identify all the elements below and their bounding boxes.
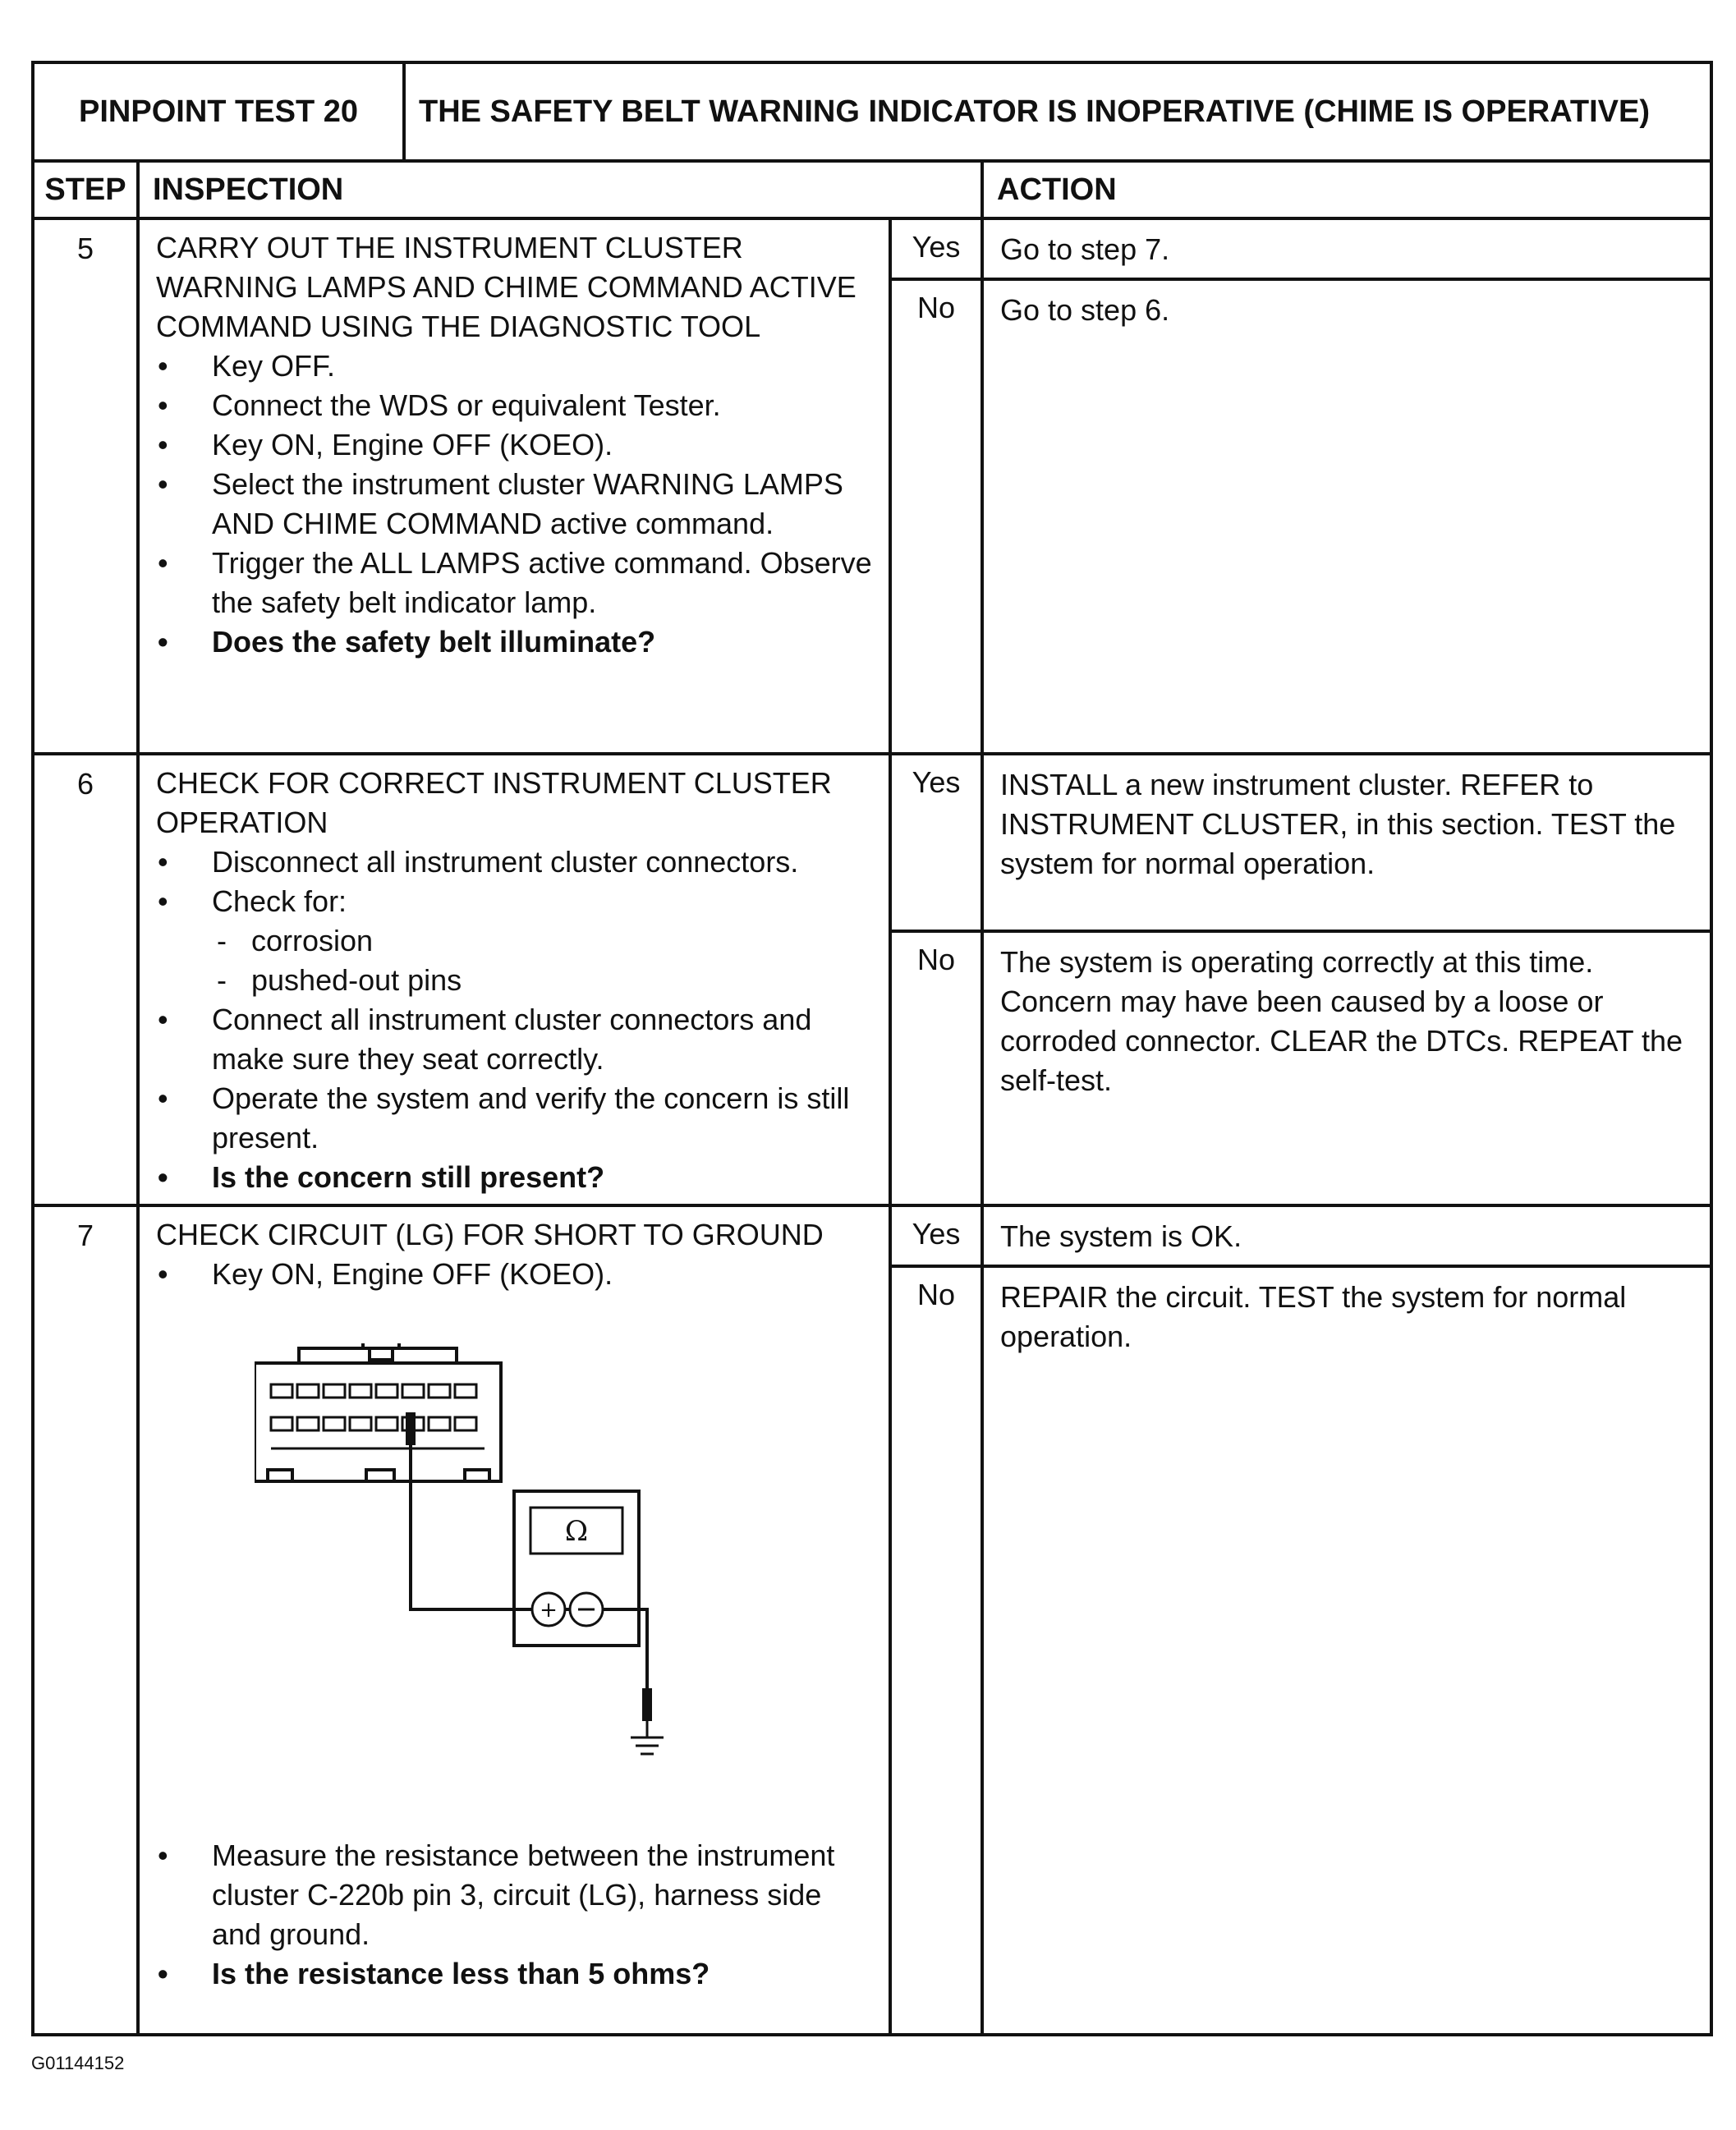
column-step: STEP — [33, 161, 138, 218]
step-6-heading: CHECK FOR CORRECT INSTRUMENT CLUSTER OPERATION — [156, 766, 832, 839]
step-5-no-action: Go to step 6. — [982, 279, 1711, 754]
step-5-bullet-4: • Select the instrument cluster WARNING LAMPS AND CHIME COMMAND active command. — [156, 465, 875, 544]
step-6-inspection — [138, 754, 890, 1205]
column-inspection: INSPECTION — [138, 161, 982, 218]
step-5-inspection — [138, 218, 890, 754]
step-6-yes-row — [33, 754, 1711, 931]
column-action: ACTION — [982, 161, 1711, 218]
step-7-heading: CHECK CIRCUIT (LG) FOR SHORT TO GROUND — [156, 1218, 824, 1251]
pinpoint-test-sheet — [31, 61, 1710, 2036]
column-header-row — [33, 161, 1711, 218]
plus-sign: + — [540, 1598, 558, 1623]
step-5-yes-action: Go to step 7. — [982, 218, 1711, 279]
test-label: PINPOINT TEST 20 — [33, 62, 404, 161]
step-7-inspection — [138, 1205, 890, 2035]
step-7-no-action: REPAIR the circuit. TEST the system for normal operation. — [982, 1266, 1711, 2035]
no-label: No — [890, 279, 982, 754]
ground-probe — [642, 1688, 652, 1721]
step-6-sub-item-2: - pushed-out pins — [156, 961, 875, 1000]
ohm-symbol: Ω — [564, 1515, 589, 1548]
test-title: THE SAFETY BELT WARNING INDICATOR IS INOPERATIVE (CHIME IS OPERATIVE) — [404, 62, 1711, 161]
yes-label: Yes — [890, 754, 982, 931]
connector-feet — [268, 1470, 489, 1481]
step-6-bullet-3: • Connect all instrument cluster connectors and make sure they seat correctly. — [156, 1000, 875, 1079]
step-5-bullet-1: • Key OFF. — [156, 347, 875, 386]
step-6-sub-item-1: - corrosion — [156, 921, 875, 961]
ground-icon — [631, 1721, 664, 1754]
step-6-bullet-4: • Operate the system and verify the concern is still present. — [156, 1079, 875, 1158]
step-6-yes-action: INSTALL a new instrument cluster. REFER to INSTRUMENT CLUSTER, in this section. TEST the system for normal operation. — [982, 754, 1711, 931]
step-7-yes-action: The system is OK. — [982, 1205, 1711, 1266]
step-6-no-action: The system is operating correctly at this time. Concern may have been caused by a loose or corroded connector. CLEAR the DTCs. REPEAT the self-test. — [982, 931, 1711, 1205]
step-5-bullet-3: • Key ON, Engine OFF (KOEO). — [156, 425, 875, 465]
resistance-test-diagram — [156, 1294, 875, 1836]
step-number: 7 — [33, 1205, 138, 2035]
ohmmeter — [514, 1491, 639, 1646]
probe-tip — [406, 1412, 416, 1445]
step-7-question: • Is the resistance less than 5 ohms? — [156, 1954, 875, 1994]
step-5-question: • Does the safety belt illuminate? — [156, 622, 875, 662]
step-5-yes-row — [33, 218, 1711, 279]
step-5-bullet-2: • Connect the WDS or equivalent Tester. — [156, 386, 875, 425]
yes-label: Yes — [890, 218, 982, 279]
step-7-bullet-1: • Key ON, Engine OFF (KOEO). — [156, 1255, 875, 1294]
no-label: No — [890, 931, 982, 1205]
step-6-bullet-1: • Disconnect all instrument cluster connectors. — [156, 842, 875, 882]
header-row — [33, 62, 1711, 161]
step-number: 5 — [33, 218, 138, 754]
step-number: 6 — [33, 754, 138, 1205]
ohmmeter-diagram — [255, 1343, 846, 1803]
step-6-question: • Is the concern still present? — [156, 1158, 875, 1197]
yes-label: Yes — [890, 1205, 982, 1266]
step-6-bullet-2: • Check for: — [156, 882, 875, 921]
connector-pins — [271, 1384, 476, 1430]
step-5-heading: CARRY OUT THE INSTRUMENT CLUSTER WARNING LAMPS AND CHIME COMMAND ACTIVE COMMAND USING THE DIAGNOSTIC TOOL — [156, 231, 857, 343]
step-5-bullet-5: • Trigger the ALL LAMPS active command. Observe the safety belt indicator lamp. — [156, 544, 875, 622]
step-7-yes-row — [33, 1205, 1711, 1266]
no-label: No — [890, 1266, 982, 2035]
step-7-bullet-2: • Measure the resistance between the instrument cluster C-220b pin 3, circuit (LG), harness side and ground. — [156, 1836, 875, 1954]
pinpoint-test-table — [31, 61, 1713, 2036]
figure-code: G01144152 — [31, 2053, 125, 2073]
